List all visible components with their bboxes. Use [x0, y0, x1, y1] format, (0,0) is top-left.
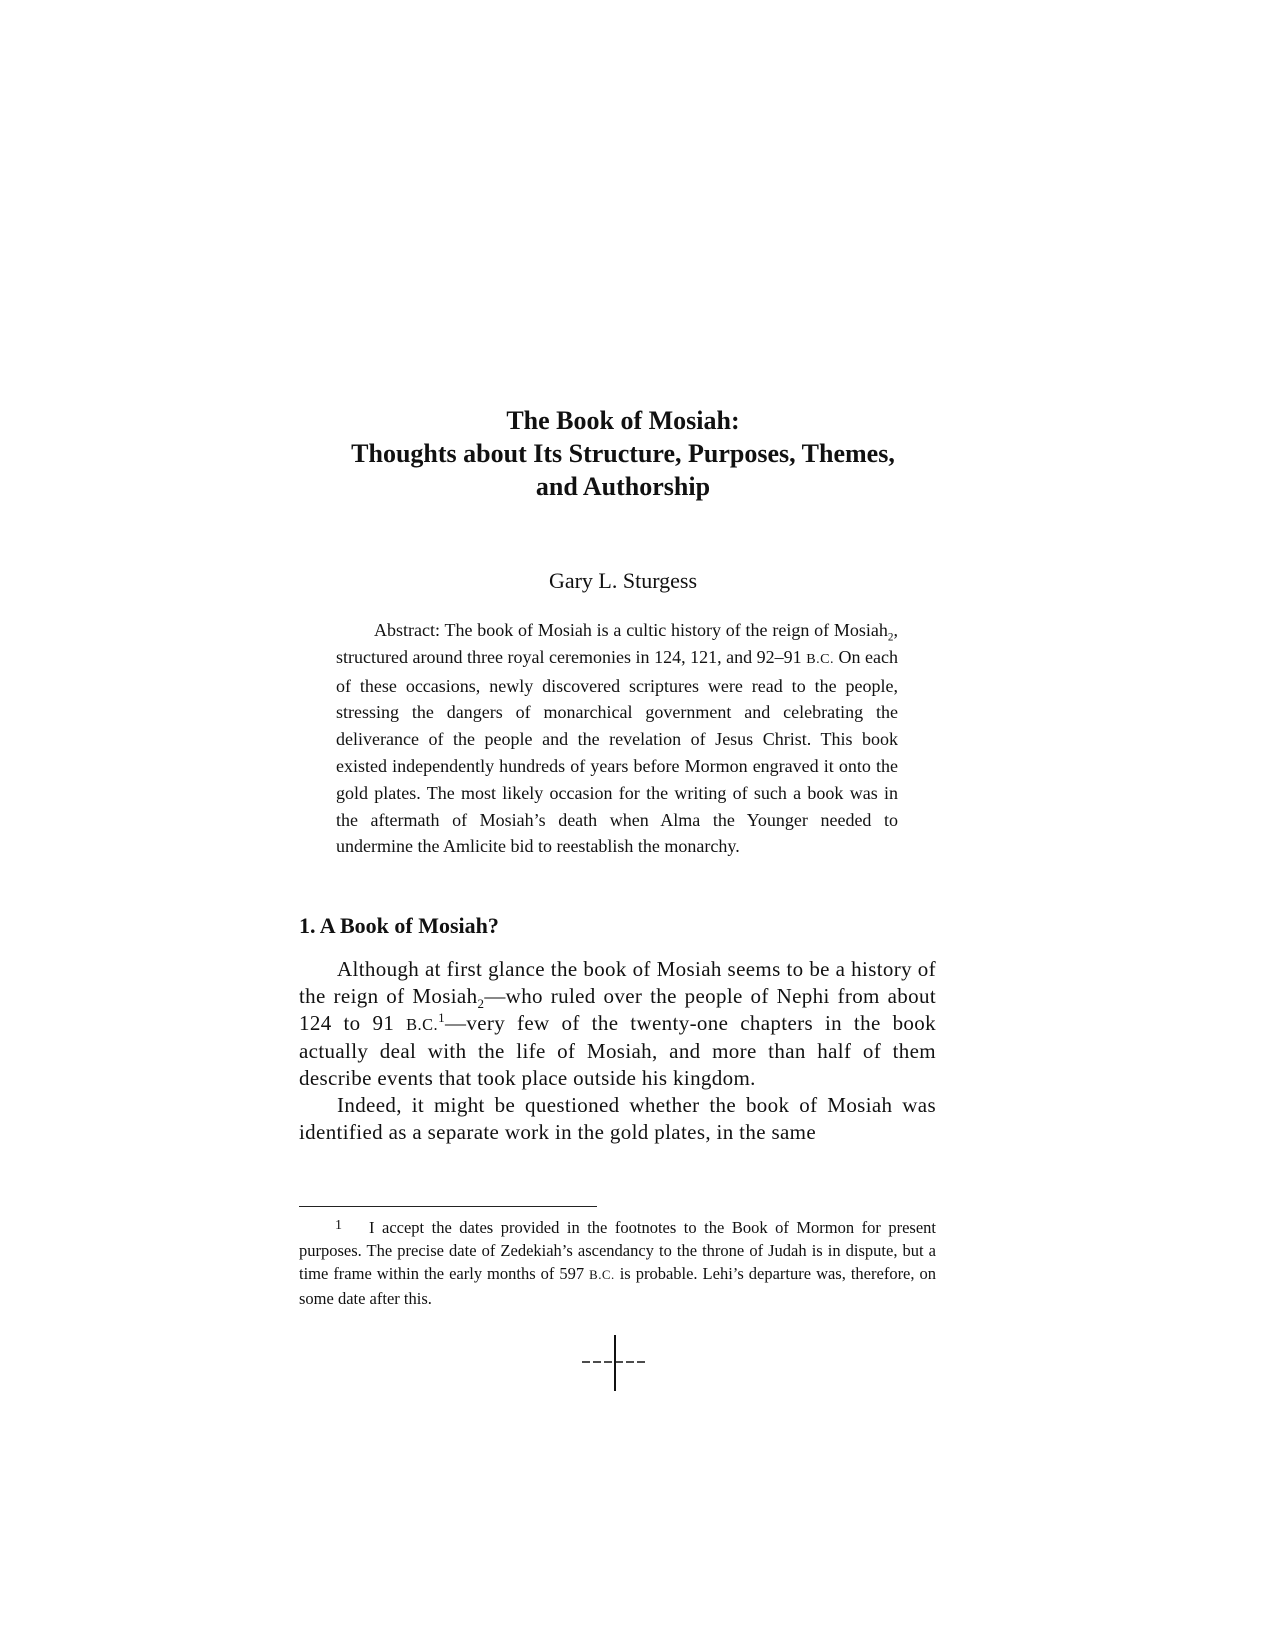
abstract	[336, 617, 898, 860]
footnote-marker: 1	[335, 1218, 342, 1233]
footnote-text-2: is probable. Lehi’s departure was, therefore, on some date after this.	[299, 1264, 937, 1308]
title-line-2: Thoughts about Its Structure, Purposes, Themes,	[351, 439, 895, 468]
abstract-text-2: , structured around three royal ceremonies in 124, 121, and 92–91	[336, 620, 898, 667]
para1-era: B.C.	[406, 1014, 439, 1034]
body-paragraph-1	[299, 956, 936, 1092]
crop-mark-icon	[582, 1335, 648, 1391]
article-title	[287, 404, 959, 503]
footnote	[299, 1214, 936, 1310]
abstract-text-1: Abstract: The book of Mosiah is a cultic history of the reign of Mosiah	[374, 620, 888, 640]
para1-text-3: —very few of the twenty-one chapters in the book actually deal with the life of Mosiah, and more than half of them describe events that took place outside his kingdom.	[299, 1010, 936, 1091]
para1-text-1: Although at first glance the book of Mosiah seems to be a history of the reign of Mosiah	[299, 957, 936, 1008]
footnote-era: B.C.	[589, 1268, 615, 1282]
footnote-reference[interactable]: 1	[438, 1009, 446, 1025]
para1-text-2: —who ruled over the people of Nephi from about 124 to 91	[299, 983, 936, 1035]
footnote-divider	[299, 1206, 597, 1207]
body-paragraph-2: Indeed, it might be questioned whether the book of Mosiah was identified as a separate work in the gold plates, in the same	[299, 1092, 936, 1144]
abstract-subscript: 2	[887, 631, 894, 644]
section-heading: 1. A Book of Mosiah?	[299, 913, 499, 938]
title-line-3: and Authorship	[535, 472, 711, 501]
body-text	[299, 956, 936, 1146]
author-name: Gary L. Sturgess	[548, 568, 698, 593]
footnote-text-1: I accept the dates provided in the footnotes to the Book of Mormon for present purposes. The precise date of Zedekiah’s ascendancy to the throne of Judah is in dispute, but a time frame within the early months of 597	[299, 1218, 936, 1283]
abstract-text-3: On each of these occasions, newly discovered scriptures were read to the people, stressing the dangers of monarchical government and celebrating the deliverance of the people and the revelation of Jesus Christ. This book existed independently hundreds of years before Mormon engraved it onto the gold plates. The most likely occasion for the writing of such a book was in the aftermath of Mosiah’s death when Alma the Younger needed to undermine the Amlicite bid to reestablish the monarchy.	[336, 646, 898, 857]
abstract-era: B.C.	[806, 650, 834, 667]
title-line-1: The Book of Mosiah:	[506, 406, 740, 435]
para1-subscript: 2	[477, 995, 485, 1011]
